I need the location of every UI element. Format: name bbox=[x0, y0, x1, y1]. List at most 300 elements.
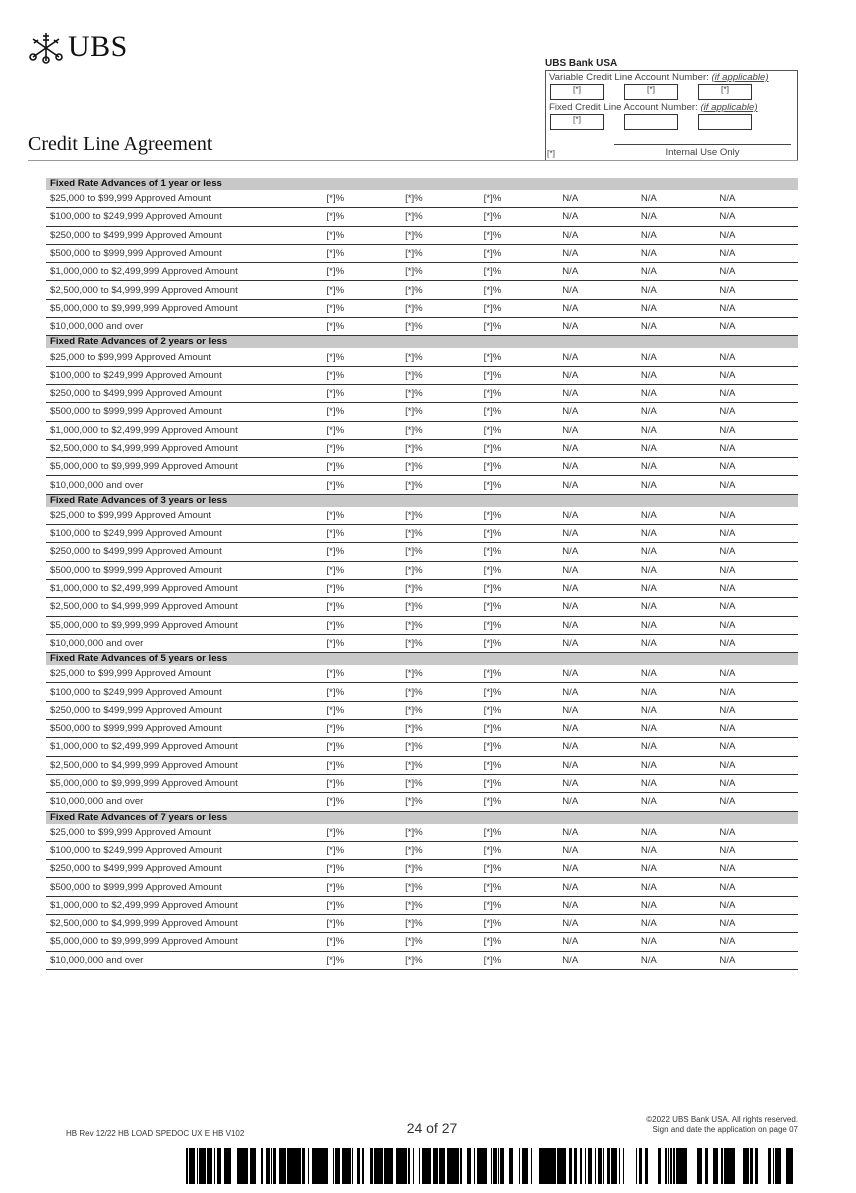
barcode-bar bbox=[493, 1148, 496, 1184]
barcode-bar bbox=[250, 1148, 252, 1184]
na-cell: N/A bbox=[719, 759, 736, 771]
na-cell: N/A bbox=[562, 321, 579, 333]
fixed-account-fields bbox=[550, 114, 795, 130]
na-cell: N/A bbox=[562, 723, 579, 735]
barcode-bar bbox=[788, 1148, 790, 1184]
barcode-bar bbox=[681, 1148, 682, 1184]
table-row bbox=[46, 348, 798, 366]
barcode-bar bbox=[659, 1148, 660, 1184]
na-cell: N/A bbox=[562, 564, 579, 576]
rate-cell: [*]% bbox=[326, 863, 345, 875]
rate-cell: [*]% bbox=[483, 619, 502, 631]
na-cell: N/A bbox=[562, 601, 579, 613]
barcode-bar bbox=[194, 1148, 195, 1184]
barcode-bar bbox=[279, 1148, 282, 1184]
barcode-bar bbox=[792, 1148, 793, 1184]
barcode-bar bbox=[553, 1148, 554, 1184]
na-cell: N/A bbox=[719, 936, 736, 948]
barcode-bar bbox=[565, 1148, 566, 1184]
na-cell: N/A bbox=[562, 619, 579, 631]
na-cell: N/A bbox=[562, 479, 579, 491]
na-cell: N/A bbox=[640, 918, 657, 930]
table-row bbox=[46, 190, 798, 208]
table-row bbox=[46, 775, 798, 793]
rate-cell: [*]% bbox=[326, 844, 345, 856]
barcode-bar bbox=[590, 1148, 592, 1184]
barcode-bar bbox=[658, 1148, 659, 1184]
rate-cell: [*]% bbox=[483, 881, 502, 893]
fixed-account-field[interactable]: [*] bbox=[550, 114, 604, 130]
na-cell: N/A bbox=[640, 826, 657, 838]
rate-cell: [*]% bbox=[483, 583, 502, 595]
na-cell: N/A bbox=[719, 388, 736, 400]
rate-cell: [*]% bbox=[405, 759, 423, 771]
rate-cell: [*]% bbox=[483, 351, 502, 363]
barcode-bar bbox=[187, 1148, 188, 1184]
na-cell: N/A bbox=[640, 704, 657, 716]
rate-cell: [*]% bbox=[483, 509, 502, 521]
rate-cell: [*]% bbox=[326, 936, 345, 948]
barcode-bar bbox=[550, 1148, 551, 1184]
na-cell: N/A bbox=[562, 686, 579, 698]
barcode-bar bbox=[685, 1148, 687, 1184]
table-row bbox=[46, 933, 798, 951]
row-label: $500,000 to $999,999 Approved Amount bbox=[50, 406, 222, 418]
table-row bbox=[46, 738, 798, 756]
barcode-bar bbox=[402, 1148, 405, 1184]
barcode-bar bbox=[440, 1148, 443, 1184]
na-cell: N/A bbox=[719, 321, 736, 333]
barcode-bar bbox=[349, 1148, 351, 1184]
table-row bbox=[46, 665, 798, 683]
section-header: Fixed Rate Advances of 5 years or less bbox=[46, 653, 798, 665]
barcode-bar bbox=[379, 1148, 382, 1184]
row-label: $500,000 to $999,999 Approved Amount bbox=[50, 723, 222, 735]
barcode-bar bbox=[733, 1148, 735, 1184]
row-label: $1,000,000 to $2,499,999 Approved Amount bbox=[50, 899, 238, 911]
barcode-bar bbox=[268, 1148, 269, 1184]
rate-cell: [*]% bbox=[326, 686, 345, 698]
table-row bbox=[46, 702, 798, 720]
table-row bbox=[46, 842, 798, 860]
rate-cell: [*]% bbox=[405, 936, 423, 948]
barcode-bar bbox=[428, 1148, 429, 1184]
barcode-bar bbox=[450, 1148, 451, 1184]
barcode-bar bbox=[287, 1148, 288, 1184]
row-label: $1,000,000 to $2,499,999 Approved Amount bbox=[50, 741, 238, 753]
rate-cell: [*]% bbox=[326, 248, 345, 260]
na-cell: N/A bbox=[562, 388, 579, 400]
rate-cell: [*]% bbox=[483, 321, 502, 333]
variable-account-field[interactable]: [*] bbox=[698, 84, 752, 100]
barcode-bar bbox=[207, 1148, 208, 1184]
variable-account-fields bbox=[550, 84, 795, 100]
barcode-bar bbox=[639, 1148, 641, 1184]
na-cell: N/A bbox=[562, 211, 579, 223]
table-row bbox=[46, 208, 798, 226]
barcode-bar bbox=[665, 1148, 667, 1184]
na-cell: N/A bbox=[562, 637, 579, 649]
rate-cell: [*]% bbox=[483, 424, 502, 436]
barcode-bar bbox=[255, 1148, 256, 1184]
rate-cell: [*]% bbox=[405, 443, 423, 454]
rate-cell: [*]% bbox=[326, 284, 345, 296]
barcode-bar bbox=[398, 1148, 399, 1184]
barcode-bar bbox=[382, 1148, 383, 1184]
na-cell: N/A bbox=[640, 388, 657, 400]
row-label: $250,000 to $499,999 Approved Amount bbox=[50, 863, 222, 875]
account-numbers-box bbox=[545, 70, 798, 161]
rate-cell: [*]% bbox=[326, 826, 345, 838]
barcode-bar bbox=[522, 1148, 523, 1184]
barcode-bar bbox=[599, 1148, 602, 1184]
row-label: $5,000,000 to $9,999,999 Approved Amount bbox=[50, 778, 238, 790]
na-cell: N/A bbox=[719, 509, 736, 521]
barcode-bar bbox=[744, 1148, 746, 1184]
barcode-bar bbox=[574, 1148, 577, 1184]
na-cell: N/A bbox=[562, 528, 579, 540]
na-cell: N/A bbox=[640, 248, 657, 260]
barcode-bar bbox=[267, 1148, 268, 1184]
rate-cell: [*]% bbox=[405, 723, 423, 735]
na-cell: N/A bbox=[719, 863, 736, 875]
barcode-bar bbox=[563, 1148, 565, 1184]
barcode-bar bbox=[237, 1148, 239, 1184]
barcode-bar bbox=[199, 1148, 201, 1184]
rate-cell: [*]% bbox=[326, 321, 345, 333]
rate-cell: [*]% bbox=[405, 546, 423, 558]
rate-cell: [*]% bbox=[483, 388, 502, 400]
na-cell: N/A bbox=[719, 302, 736, 314]
na-cell: N/A bbox=[719, 668, 736, 680]
barcode-bar bbox=[684, 1148, 685, 1184]
rate-cell: [*]% bbox=[326, 723, 345, 735]
rate-cell: [*]% bbox=[483, 266, 502, 278]
na-cell: N/A bbox=[562, 844, 579, 856]
variable-account-field[interactable]: [*] bbox=[624, 84, 678, 100]
barcode-bar bbox=[408, 1148, 409, 1184]
table-row bbox=[46, 458, 798, 476]
barcode-bar bbox=[479, 1148, 481, 1184]
rate-cell: [*]% bbox=[326, 668, 345, 680]
rate-cell: [*]% bbox=[326, 406, 345, 418]
barcode-bar bbox=[429, 1148, 430, 1184]
barcode-bar bbox=[273, 1148, 274, 1184]
table-row bbox=[46, 757, 798, 775]
rate-cell: [*]% bbox=[405, 899, 423, 911]
barcode-bar bbox=[189, 1148, 191, 1184]
na-cell: N/A bbox=[640, 741, 657, 753]
table-row bbox=[46, 367, 798, 385]
na-cell: N/A bbox=[719, 796, 736, 808]
rate-cell: [*]% bbox=[483, 302, 502, 314]
barcode-bar bbox=[677, 1148, 680, 1184]
rate-cell: [*]% bbox=[405, 918, 423, 930]
barcode-bar bbox=[699, 1148, 701, 1184]
barcode-bar bbox=[614, 1148, 617, 1184]
barcode-bar bbox=[503, 1148, 504, 1184]
barcode-bar bbox=[339, 1148, 340, 1184]
table-row bbox=[46, 860, 798, 878]
na-cell: N/A bbox=[719, 461, 736, 473]
rate-cell: [*]% bbox=[405, 778, 423, 790]
table-row bbox=[46, 580, 798, 598]
rate-cell: [*]% bbox=[483, 546, 502, 558]
na-cell: N/A bbox=[640, 479, 657, 491]
barcode-bar bbox=[557, 1148, 560, 1184]
barcode-bar bbox=[756, 1148, 757, 1184]
na-cell: N/A bbox=[562, 248, 579, 260]
na-cell: N/A bbox=[719, 741, 736, 753]
na-cell: N/A bbox=[640, 461, 657, 473]
sign-note: Sign and date the application on page 07 bbox=[652, 1125, 798, 1134]
row-label: $1,000,000 to $2,499,999 Approved Amount bbox=[50, 424, 238, 436]
row-label: $5,000,000 to $9,999,999 Approved Amount bbox=[50, 461, 238, 473]
table-row bbox=[46, 952, 798, 970]
na-cell: N/A bbox=[640, 351, 657, 363]
rate-cell: [*]% bbox=[326, 193, 345, 205]
barcode-bar bbox=[240, 1148, 241, 1184]
barcode-bar bbox=[302, 1148, 305, 1184]
barcode-bar bbox=[724, 1148, 727, 1184]
fixed-account-field[interactable] bbox=[698, 114, 752, 130]
rate-cell: [*]% bbox=[405, 844, 423, 856]
rate-cell: [*]% bbox=[483, 778, 502, 790]
row-label: $25,000 to $99,999 Approved Amount bbox=[50, 826, 212, 838]
barcode-bar bbox=[346, 1148, 349, 1184]
barcode-bar bbox=[775, 1148, 778, 1184]
barcode-bar bbox=[670, 1148, 672, 1184]
keys-icon bbox=[28, 30, 64, 64]
table-row bbox=[46, 878, 798, 896]
barcode-bar bbox=[706, 1148, 708, 1184]
na-cell: N/A bbox=[640, 637, 657, 649]
barcode-bar bbox=[345, 1148, 346, 1184]
fixed-account-label: Fixed Credit Line Account Number: (if applicable) bbox=[549, 102, 758, 113]
row-label: $5,000,000 to $9,999,999 Approved Amount bbox=[50, 936, 238, 948]
rate-cell: [*]% bbox=[483, 723, 502, 735]
barcode-bar bbox=[623, 1148, 624, 1184]
rate-cell: [*]% bbox=[405, 509, 423, 521]
barcode-bar bbox=[519, 1148, 520, 1184]
na-cell: N/A bbox=[562, 759, 579, 771]
table-row bbox=[46, 793, 798, 811]
rate-cell: [*]% bbox=[483, 248, 502, 260]
barcode-bar bbox=[460, 1148, 461, 1184]
barcode-bar bbox=[612, 1148, 614, 1184]
table-row bbox=[46, 617, 798, 635]
barcode-bar bbox=[312, 1148, 314, 1184]
barcode-bar bbox=[337, 1148, 338, 1184]
fixed-account-field[interactable] bbox=[624, 114, 678, 130]
barcode-bar bbox=[224, 1148, 225, 1184]
table-row bbox=[46, 897, 798, 915]
barcode-bar bbox=[641, 1148, 642, 1184]
barcode-bar bbox=[323, 1148, 325, 1184]
table-row bbox=[46, 227, 798, 245]
rate-cell: [*]% bbox=[405, 406, 423, 418]
barcode-bar bbox=[512, 1148, 513, 1184]
barcode-bar bbox=[524, 1148, 527, 1184]
na-cell: N/A bbox=[719, 528, 736, 540]
na-cell: N/A bbox=[562, 936, 579, 948]
row-label: $500,000 to $999,999 Approved Amount bbox=[50, 564, 222, 576]
barcode-bar bbox=[713, 1148, 716, 1184]
na-cell: N/A bbox=[640, 881, 657, 893]
na-cell: N/A bbox=[719, 424, 736, 436]
barcode-bar bbox=[308, 1148, 309, 1184]
barcode-bar bbox=[439, 1148, 440, 1184]
na-cell: N/A bbox=[719, 369, 736, 381]
rate-cell: [*]% bbox=[405, 583, 423, 595]
barcode-bar bbox=[363, 1148, 364, 1184]
barcode-bar bbox=[527, 1148, 528, 1184]
barcode-bar bbox=[292, 1148, 295, 1184]
rate-cell: [*]% bbox=[326, 443, 345, 454]
barcode-bar bbox=[750, 1148, 753, 1184]
rate-cell: [*]% bbox=[326, 759, 345, 771]
barcode-bar bbox=[321, 1148, 323, 1184]
barcode-bar bbox=[226, 1148, 228, 1184]
na-cell: N/A bbox=[719, 686, 736, 698]
na-cell: N/A bbox=[640, 936, 657, 948]
na-cell: N/A bbox=[640, 583, 657, 595]
na-cell: N/A bbox=[640, 564, 657, 576]
rate-cell: [*]% bbox=[326, 302, 345, 314]
barcode-bar bbox=[443, 1148, 445, 1184]
rate-cell: [*]% bbox=[483, 899, 502, 911]
barcode-bar bbox=[698, 1148, 699, 1184]
rate-cell: [*]% bbox=[326, 509, 345, 521]
rate-table bbox=[46, 178, 798, 970]
barcode-bar bbox=[682, 1148, 684, 1184]
na-cell: N/A bbox=[562, 881, 579, 893]
barcode-bar bbox=[352, 1148, 353, 1184]
table-row bbox=[46, 263, 798, 281]
na-cell: N/A bbox=[719, 479, 736, 491]
barcode-bar bbox=[546, 1148, 547, 1184]
barcode-bar bbox=[203, 1148, 206, 1184]
row-label: $10,000,000 and over bbox=[50, 796, 144, 808]
rate-cell: [*]% bbox=[483, 741, 502, 753]
barcode-bar bbox=[569, 1148, 572, 1184]
na-cell: N/A bbox=[640, 369, 657, 381]
barcode-bar bbox=[549, 1148, 550, 1184]
barcode-bar bbox=[544, 1148, 545, 1184]
row-label: $25,000 to $99,999 Approved Amount bbox=[50, 193, 212, 205]
table-row bbox=[46, 915, 798, 933]
variable-account-label: Variable Credit Line Account Number: (if applicable) bbox=[549, 72, 769, 83]
rate-cell: [*]% bbox=[405, 796, 423, 808]
rate-cell: [*]% bbox=[405, 881, 423, 893]
rate-cell: [*]% bbox=[405, 564, 423, 576]
barcode-bar bbox=[448, 1148, 450, 1184]
barcode-bar bbox=[295, 1148, 298, 1184]
barcode-bar bbox=[502, 1148, 503, 1184]
barcode-bar bbox=[220, 1148, 221, 1184]
table-row bbox=[46, 598, 798, 616]
na-cell: N/A bbox=[640, 796, 657, 808]
rate-cell: [*]% bbox=[483, 704, 502, 716]
na-cell: N/A bbox=[719, 443, 736, 454]
table-row bbox=[46, 507, 798, 525]
barcode-bar bbox=[541, 1148, 544, 1184]
rate-cell: [*]% bbox=[405, 424, 423, 436]
barcode-bar bbox=[607, 1148, 608, 1184]
barcode-bar bbox=[500, 1148, 502, 1184]
barcode-bar bbox=[554, 1148, 556, 1184]
na-cell: N/A bbox=[719, 229, 736, 241]
rate-cell: [*]% bbox=[405, 601, 423, 613]
barcode-bar bbox=[509, 1148, 512, 1184]
barcode-bar bbox=[496, 1148, 497, 1184]
barcode-bar bbox=[387, 1148, 389, 1184]
rate-cell: [*]% bbox=[326, 899, 345, 911]
barcode-bar bbox=[208, 1148, 210, 1184]
rate-cell: [*]% bbox=[483, 564, 502, 576]
na-cell: N/A bbox=[562, 546, 579, 558]
barcode-bar bbox=[318, 1148, 321, 1184]
row-label: $25,000 to $99,999 Approved Amount bbox=[50, 668, 212, 680]
barcode-bar bbox=[197, 1148, 198, 1184]
na-cell: N/A bbox=[640, 509, 657, 521]
na-cell: N/A bbox=[640, 759, 657, 771]
na-cell: N/A bbox=[640, 863, 657, 875]
row-label: $2,500,000 to $4,999,999 Approved Amount bbox=[50, 601, 238, 613]
rate-cell: [*]% bbox=[483, 826, 502, 838]
barcode-bar bbox=[425, 1148, 428, 1184]
na-cell: N/A bbox=[562, 443, 579, 454]
row-label: $100,000 to $249,999 Approved Amount bbox=[50, 528, 222, 540]
barcode-bar bbox=[262, 1148, 263, 1184]
rate-cell: [*]% bbox=[405, 686, 423, 698]
rate-cell: [*]% bbox=[405, 954, 423, 966]
row-label: $100,000 to $249,999 Approved Amount bbox=[50, 211, 222, 223]
barcode-bar bbox=[560, 1148, 563, 1184]
variable-account-field[interactable]: [*] bbox=[550, 84, 604, 100]
na-cell: N/A bbox=[719, 211, 736, 223]
na-cell: N/A bbox=[640, 528, 657, 540]
row-label: $250,000 to $499,999 Approved Amount bbox=[50, 704, 222, 716]
row-label: $100,000 to $249,999 Approved Amount bbox=[50, 369, 222, 381]
logo-text: UBS bbox=[68, 30, 128, 63]
barcode-bar bbox=[217, 1148, 219, 1184]
na-cell: N/A bbox=[562, 284, 579, 296]
barcode-bar bbox=[701, 1148, 702, 1184]
table-row bbox=[46, 635, 798, 653]
rate-cell: [*]% bbox=[326, 796, 345, 808]
row-label: $2,500,000 to $4,999,999 Approved Amount bbox=[50, 759, 238, 771]
rate-cell: [*]% bbox=[326, 637, 345, 649]
internal-use-value: [*] bbox=[547, 148, 556, 158]
rate-cell: [*]% bbox=[483, 918, 502, 930]
na-cell: N/A bbox=[719, 899, 736, 911]
barcode-bar bbox=[357, 1148, 359, 1184]
row-label: $2,500,000 to $4,999,999 Approved Amount bbox=[50, 284, 238, 296]
row-label: $5,000,000 to $9,999,999 Approved Amount bbox=[50, 302, 238, 314]
na-cell: N/A bbox=[719, 704, 736, 716]
na-cell: N/A bbox=[640, 686, 657, 698]
barcode-bar bbox=[588, 1148, 590, 1184]
barcode-bar bbox=[327, 1148, 328, 1184]
rate-cell: [*]% bbox=[326, 369, 345, 381]
barcode-bar bbox=[484, 1148, 487, 1184]
barcode-bar bbox=[451, 1148, 454, 1184]
na-cell: N/A bbox=[719, 619, 736, 631]
rate-cell: [*]% bbox=[483, 637, 502, 649]
rate-cell: [*]% bbox=[483, 601, 502, 613]
row-label: $5,000,000 to $9,999,999 Approved Amount bbox=[50, 619, 238, 631]
